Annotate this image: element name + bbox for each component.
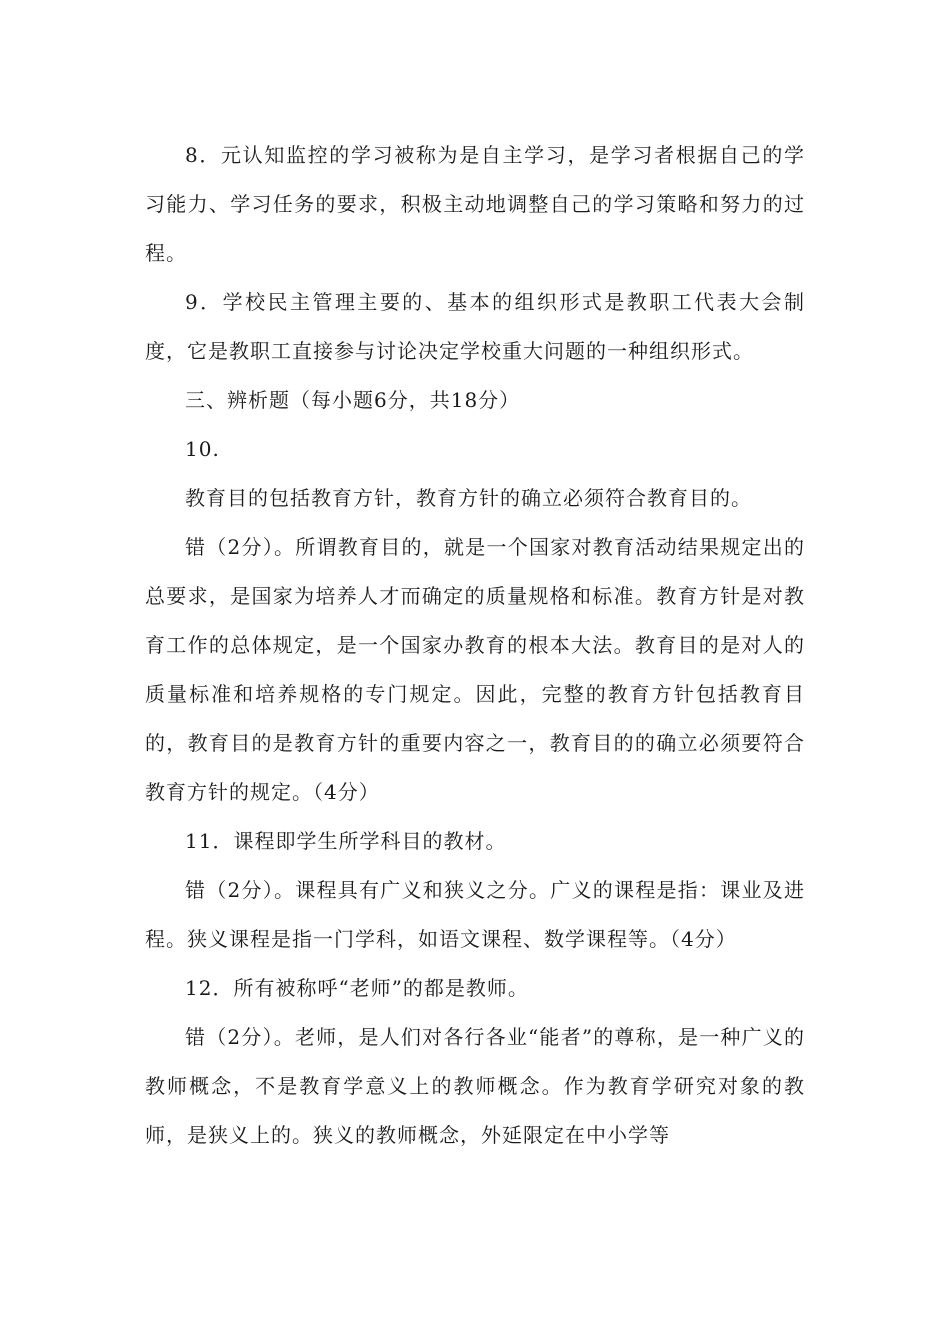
question-12-statement: 12．所有被称呼“老师”的都是教师。: [185, 976, 529, 1000]
question-11-statement: 11．课程即学生所学科目的教材。: [185, 829, 507, 853]
question-10-statement: 教育目的包括教育方针，教育方针的确立必须符合教育目的。: [185, 486, 752, 510]
question-8-answer: 8．元认知监控的学习被称为是自主学习，是学习者根据自己的学习能力、学习任务的要求，积极主动地调整自己的学习策略和努力的过程。: [145, 143, 805, 265]
question-10-number: 10.: [185, 437, 220, 461]
question-12-answer: 错（2分）。老师，是人们对各行各业“能者”的尊称，是一种广义的教师概念，不是教育学意义上的教师概念。作为教育学研究对象的教师，是狭义上的。狭义的教师概念，外延限定在中小学等: [145, 1025, 805, 1147]
question-11-answer: 错（2分）。课程具有广义和狭义之分。广义的课程是指：课业及进程。狭义课程是指一门学科，如语文课程、数学课程等。（4分）: [145, 878, 805, 951]
section-heading: 三、辨析题（每小题6分，共18分）: [185, 388, 521, 412]
question-9-answer: 9．学校民主管理主要的、基本的组织形式是教职工代表大会制度，它是教职工直接参与讨论决定学校重大问题的一种组织形式。: [145, 290, 805, 363]
question-10-answer: 错（2分）。所谓教育目的，就是一个国家对教育活动结果规定出的总要求，是国家为培养人才而确定的质量规格和标准。教育方针是对教育工作的总体规定，是一个国家办教育的根本大法。教育目的是对人的质量标准和培养规格的专门规定。因此，完整的教育方针包括教育目的，教育目的是教育方针的重要内容之一，教育目的的确立必须要符合教育方针的规定。（4分）: [145, 535, 805, 804]
document-body: [145, 131, 805, 1160]
